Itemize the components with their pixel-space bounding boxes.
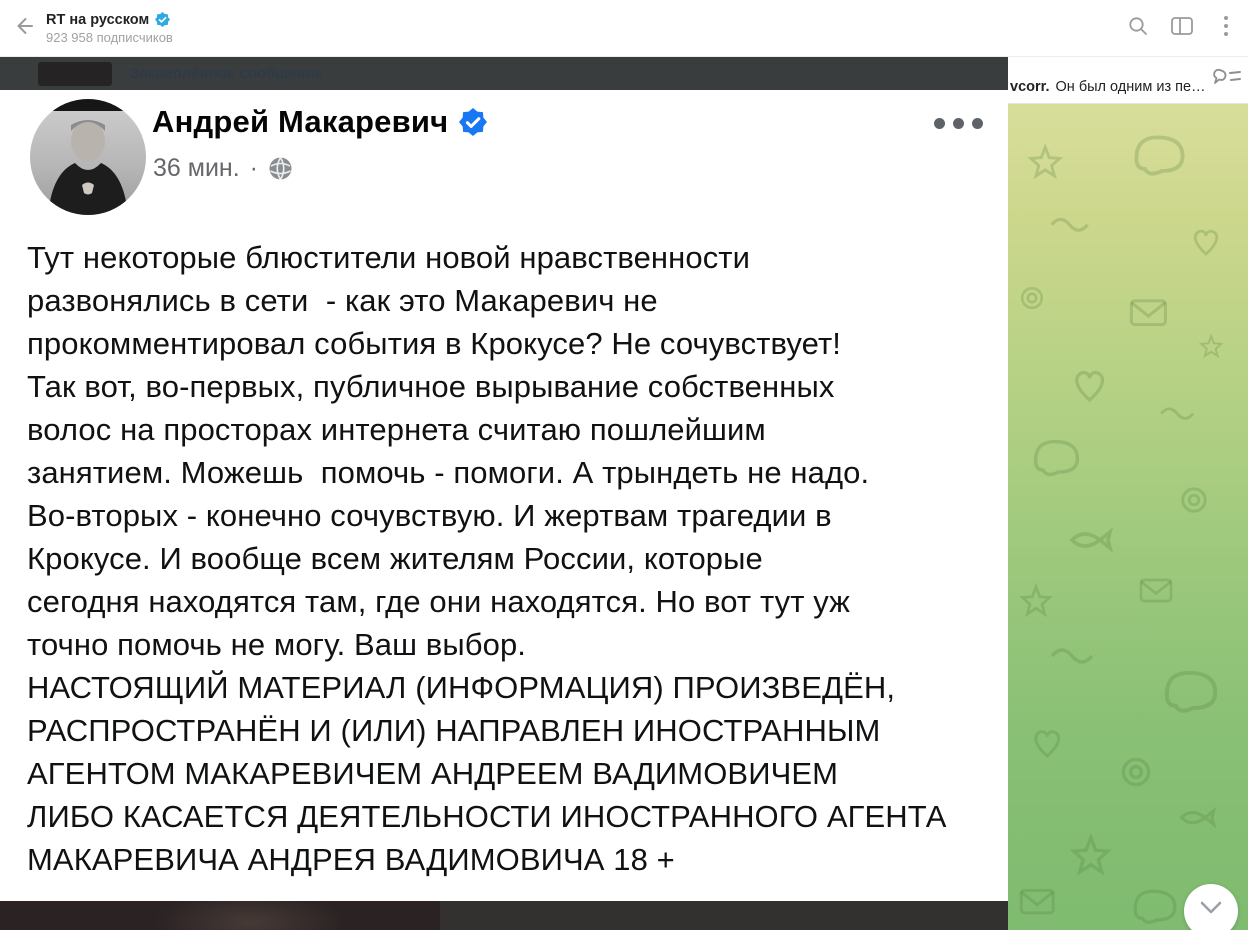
pinned-preview <box>1010 79 1206 95</box>
post-line: АГЕНТОМ МАКАРЕВИЧЕМ АНДРЕЕМ ВАДИМОВИЧЕМ <box>27 756 839 791</box>
chat-right-column <box>1008 57 1248 930</box>
back-button[interactable] <box>0 0 46 56</box>
post-line: развонялись в сети - как это Макаревич не <box>27 283 658 318</box>
post-line: прокомментировал события в Крокусе? Не сочувствует! <box>27 326 841 361</box>
search-icon <box>1127 15 1149 42</box>
search-button[interactable] <box>1116 0 1160 56</box>
verified-badge-icon <box>459 108 487 136</box>
post-author: Андрей Макаревич <box>152 104 449 139</box>
post-line: волос на просторах интернета считаю пошлейшим <box>27 412 766 447</box>
chat-info[interactable] <box>46 12 173 45</box>
ellipsis-icon <box>928 112 989 135</box>
split-view-button[interactable] <box>1160 0 1204 56</box>
avatar <box>30 99 146 215</box>
pinned-label: Закреплённое сообщение <box>130 65 324 82</box>
post-line: МАКАРЕВИЧА АНДРЕЯ ВАДИМОВИЧА 18 + <box>27 842 675 877</box>
chat-header <box>0 0 1248 57</box>
post-line: точно помочь не могу. Ваш выбор. <box>27 627 527 662</box>
pinned-list-button[interactable] <box>1210 67 1242 95</box>
pinned-message-bar-right[interactable] <box>1008 57 1248 104</box>
post-line: занятием. Можешь помочь - помоги. А трындеть не надо. <box>27 455 870 490</box>
post-line: ЛИБО КАСАЕТСЯ ДЕЯТЕЛЬНОСТИ ИНОСТРАННОГО АГЕНТА <box>27 799 947 834</box>
menu-button[interactable] <box>1204 0 1248 56</box>
post-line: Так вот, во-первых, публичное вырывание собственных <box>27 369 835 404</box>
post-line: Во-вторых - конечно сочувствую. И жертвам трагедии в <box>27 498 832 533</box>
chevron-down-icon <box>1196 899 1226 924</box>
split-view-icon <box>1170 15 1194 42</box>
pinned-message-bar[interactable] <box>0 57 1008 90</box>
post-line: Тут некоторые блюстители новой нравственности <box>27 240 751 275</box>
photo-message[interactable] <box>0 90 1008 901</box>
post-text <box>27 236 947 881</box>
dimmed-media-message-left[interactable] <box>0 901 440 930</box>
dimmed-media-message-right[interactable] <box>440 901 1008 930</box>
chat-title: RT на русском <box>46 11 150 28</box>
pinned-list-icon <box>1210 80 1242 97</box>
chat-wallpaper <box>1008 104 1248 930</box>
chat-subscribers: 923 958 подписчиков <box>46 29 173 45</box>
pinned-preview-text: Он был одним из пе… <box>1055 79 1206 95</box>
post-time: 36 мин. <box>153 154 240 182</box>
back-arrow-icon <box>11 14 35 43</box>
kebab-menu-icon <box>1223 14 1229 43</box>
pinned-thumbnail <box>38 62 112 86</box>
dimmed-messages-row <box>0 901 1008 930</box>
post-line: РАСПРОСТРАНЁН И (ИЛИ) НАПРАВЛЕН ИНОСТРАННЫМ <box>27 713 881 748</box>
chat-area <box>0 57 1008 930</box>
post-line: Крокусе. И вообще всем жителям России, которые <box>27 541 763 576</box>
pinned-author-fragment: vcorr. <box>1010 79 1050 95</box>
facebook-post-header <box>0 90 1008 238</box>
meta-separator: · <box>249 154 258 182</box>
scroll-to-bottom-button[interactable] <box>1184 884 1238 930</box>
verified-badge-icon <box>155 12 170 27</box>
doodle-pattern <box>1008 104 1248 930</box>
post-line: сегодня находятся там, где они находятся. Но вот тут уж <box>27 584 850 619</box>
globe-icon <box>268 156 293 181</box>
post-line: НАСТОЯЩИЙ МАТЕРИАЛ (ИНФОРМАЦИЯ) ПРОИЗВЕДЁН, <box>27 670 896 705</box>
